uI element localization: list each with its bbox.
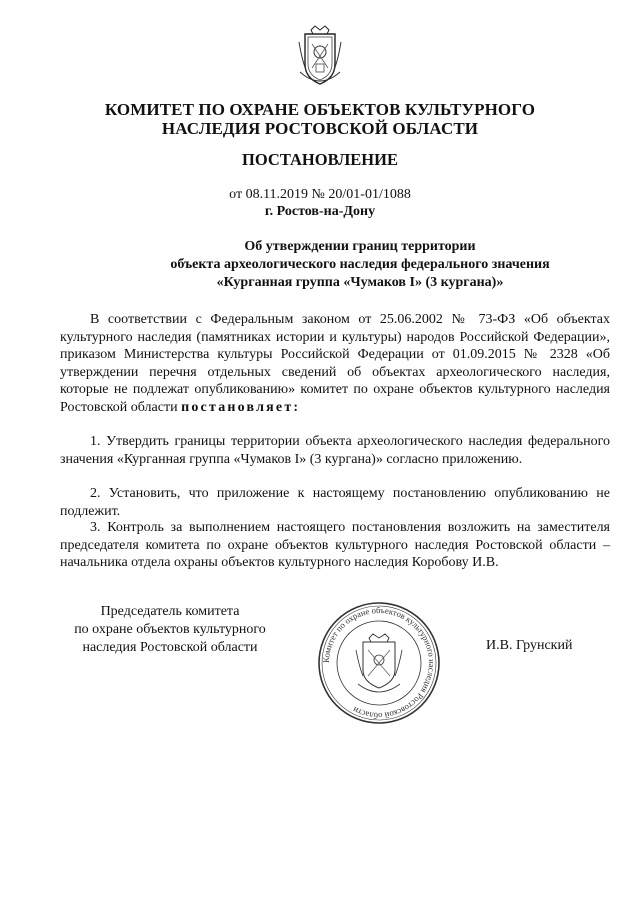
signatory-name: И.В. Грунский — [486, 638, 573, 653]
decree-word: постановляет: — [181, 399, 301, 415]
preamble-paragraph — [60, 311, 610, 416]
subject-line2: объекта археологического наследия федерального значения — [170, 257, 550, 272]
item-3: 3. Контроль за выполнением настоящего постановления возложить на заместителя председателя комитета по охране объектов культурного наследия Ростовской области – начальника отдела охраны объектов культурного наследия Коробову И.В. — [60, 520, 610, 570]
org-title-line1: КОМИТЕТ ПО ОХРАНЕ ОБЪЕКТОВ КУЛЬТУРНОГО — [104, 100, 536, 119]
document-type: ПОСТАНОВЛЕНИЕ — [242, 150, 398, 169]
item-2: 2. Установить, что приложение к настоящему постановлению опубликованию не подлежит. — [60, 486, 610, 519]
city: г. Ростов-на-Дону — [264, 204, 376, 219]
signatory-position — [56, 603, 284, 657]
seal-emblem-icon — [356, 634, 402, 692]
position-line2: по охране объектов культурного — [74, 622, 266, 637]
preamble-text: В соответствии с Федеральным законом от 25.06.2002 № 73-ФЗ «Об объектах культурного наследия (памятниках истории и культуры) народов Российской Федерации», приказом Министерства культуры Российской Федерации от 01.09.2015 № 2328 «Об утверждении перечня отдельных сведений об объектах археологического наследия, которые не подлежат опубликованию» комитет по охране объектов культурного наследия Ростовской области — [60, 312, 610, 415]
subject-line3: «Курганная группа «Чумаков I» (3 кургана)» — [216, 275, 504, 290]
subject-line1: Об утверждении границ территории — [244, 239, 476, 254]
position-line1: Председатель комитета — [100, 604, 240, 619]
position-line3: наследия Ростовской области — [82, 640, 258, 655]
org-title-line2: НАСЛЕДИЯ РОСТОВСКОЙ ОБЛАСТИ — [161, 119, 479, 138]
item-1: 1. Утвердить границы территории объекта археологического наследия федерального значения «Курганная группа «Чумаков I» (3 кургана)» согласно приложению. — [60, 434, 610, 467]
coat-of-arms-icon — [297, 24, 343, 90]
official-seal-stamp — [316, 600, 442, 726]
seal-ring-text: Комитет по охране объектов культурного наследия Ростовской области — [320, 604, 438, 722]
date-number: от 08.11.2019 № 20/01-01/1088 — [229, 187, 411, 202]
